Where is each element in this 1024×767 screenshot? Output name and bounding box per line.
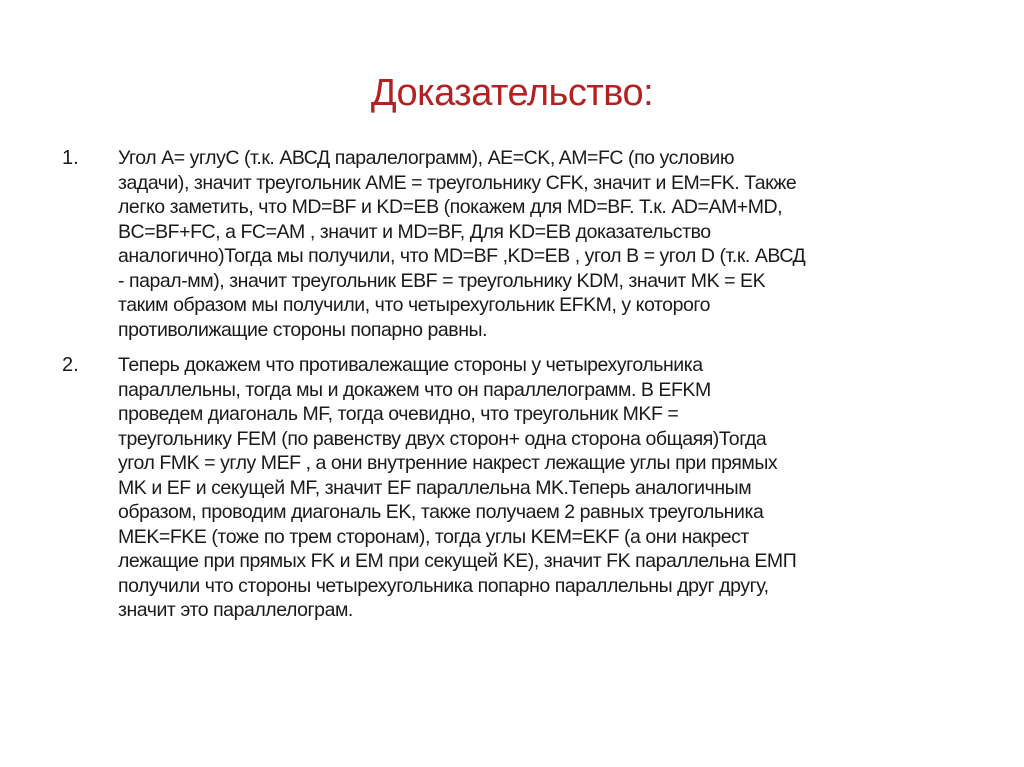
text-line: задачи), значит треугольник AME = треугольнику CFK, значит и EM=FK. Также [118,171,797,194]
list-item-text [118,146,805,342]
list-number: 1. [62,147,79,169]
text-line: угол FMK = углу MEF , а они внутренние накрест лежащие углы при прямых [118,452,778,474]
text-line: BC=BF+FC, а FC=AM , значит и MD=BF, Для KD=EB доказательство [118,220,711,243]
list-item-text [118,353,796,623]
text-line: Теперь докажем что противалежащие стороны у четырехугольника [118,354,703,376]
text-line: аналогично)Тогда мы получили, что MD=BF ,KD=EB , угол B = угол D (т.к. АВСД [118,245,806,267]
text-line: значит это параллелограм. [118,599,353,621]
text-line: получили что стороны четырехугольника попарно параллельны друг другу, [118,574,769,597]
list-number: 2. [62,354,79,376]
text-line: таким образом мы получили, что четырехугольник EFKM, у которого [118,294,710,316]
text-line: параллельны, тогда мы и докажем что он параллелограмм. В EFKM [118,378,711,401]
text-line: противолижащие стороны попарно равны. [118,318,488,341]
text-line: легко заметить, что MD=BF и KD=EB (покажем для MD=BF. Т.к. AD=AM+MD, [118,196,783,218]
text-line: - парал-мм), значит треугольник EBF = треугольнику KDM, значит MK = EK [118,269,766,292]
text-line: образом, проводим диагональ EK, также получаем 2 равных треугольника [118,501,764,523]
slide-title: Доказательство: [370,72,654,114]
text-line: лежащие при прямых FK и EM при секущей KE), значит FK параллельна EMП [118,550,797,572]
text-line: проведем диагональ MF, тогда очевидно, что треугольник MKF = [118,403,679,425]
text-line: MK и EF и секущей MF, значит EF параллельна MK.Теперь аналогичным [118,476,752,499]
text-line: треугольнику FEM (по равенству двух сторон+ одна сторона общаяя)Тогда [118,427,767,450]
text-line: MEK=FKE (тоже по трем сторонам), тогда углы KEM=EKF (а они накрест [118,525,749,548]
text-line: Угол А= углуС (т.к. АВСД паралелограмм), AE=CK, AM=FC (по условию [118,147,734,169]
